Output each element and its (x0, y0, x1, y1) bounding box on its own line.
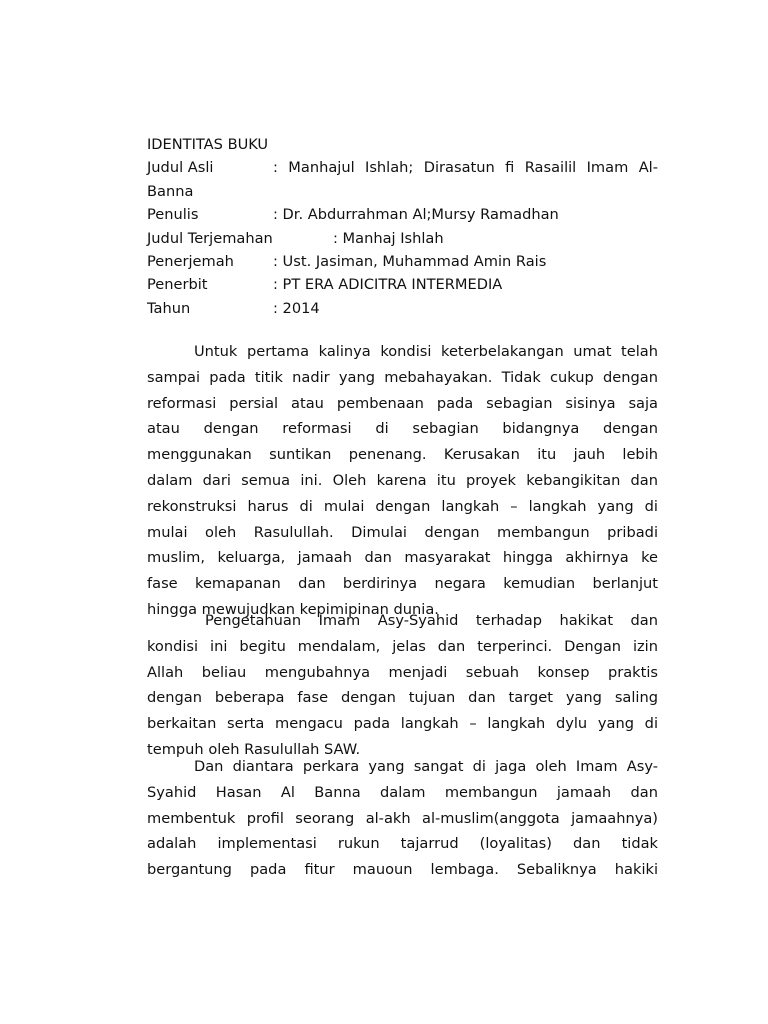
paragraph-line: sampai pada titik nadir yang mebahayakan. Tidak cukup dengan (147, 368, 658, 386)
paragraph-line: dengan beberapa fase dengan tujuan dan target yang saling (147, 689, 658, 707)
identity-value: : Ust. Jasiman, Muhammad Amin Rais (273, 252, 547, 270)
paragraph-line: Dan diantara perkara yang sangat di jaga oleh Imam Asy- (194, 758, 658, 775)
paragraph-line: adalah implementasi rukun tajarrud (loyalitas) dan tidak (147, 835, 658, 853)
paragraph-line: membentuk profil seorang al-akh al-muslim(anggota jamaahnya) (147, 809, 658, 827)
paragraph-1 (147, 339, 658, 623)
book-identity-table (147, 156, 658, 320)
identity-value: : 2014 (273, 299, 320, 317)
identity-label: Tahun (147, 299, 191, 317)
identity-value: : PT ERA ADICITRA INTERMEDIA (273, 276, 503, 294)
paragraph-line: muslim, keluarga, jamaah dan masyarakat hingga akhirnya ke (147, 549, 658, 567)
paragraph-line: menggunakan suntikan penenang. Kerusakan itu jauh lebih (147, 446, 658, 464)
identity-label: Judul Terjemahan (147, 229, 273, 247)
paragraph-line: kondisi ini begitu mendalam, jelas dan terperinci. Dengan izin (147, 637, 658, 655)
identity-label: Penerjemah (147, 252, 234, 270)
paragraph-line: Untuk pertama kalinya kondisi keterbelakangan umat telah (194, 343, 658, 360)
paragraph-line: atau dengan reformasi di sebagian bidangnya dengan (147, 420, 658, 438)
paragraph-line: fase kemapanan dan berdirinya negara kemudian berlanjut (147, 575, 658, 593)
identity-value: : Dr. Abdurrahman Al;Mursy Ramadhan (273, 206, 559, 224)
section-heading: IDENTITAS BUKU (147, 136, 269, 153)
identity-value: : Manhajul Ishlah; Dirasatun fi Rasailil Imam Al- (273, 159, 658, 177)
paragraph-line: Allah beliau mengubahnya menjadi sebuah konsep praktis (147, 663, 658, 681)
paragraph-2 (147, 608, 658, 763)
paragraph-line: dalam dari semua ini. Oleh karena itu proyek kebangikitan dan (147, 471, 658, 489)
identity-label: Judul Asli (147, 159, 214, 177)
paragraph-line: mulai oleh Rasulullah. Dimulai dengan membangun pribadi (147, 523, 658, 541)
paragraph-line: Syahid Hasan Al Banna dalam membangun jamaah dan (147, 783, 658, 801)
identity-label: Penulis (147, 206, 199, 224)
identity-row-judul-terjemahan (147, 227, 658, 250)
paragraph-line: rekonstruksi harus di mulai dengan langkah – langkah yang di (147, 497, 658, 515)
identity-value: : Manhaj Ishlah (333, 229, 444, 247)
paragraph-line: hingga mewujudkan kepimipinan dunia. (147, 600, 439, 618)
identity-label: Penerbit (147, 276, 208, 294)
paragraph-line: berkaitan serta mengacu pada langkah – langkah dylu yang di (147, 715, 658, 733)
identity-row-penerbit (147, 273, 658, 296)
paragraph-line: reformasi persial atau pembenaan pada sebagian sisinya saja (147, 394, 658, 412)
paragraph-3 (147, 754, 658, 883)
paragraph-line: bergantung pada fitur mauoun lembaga. Sebaliknya hakiki (147, 861, 658, 879)
identity-row-tahun (147, 297, 658, 320)
identity-value-continuation: Banna (147, 182, 194, 200)
paragraph-line: tempuh oleh Rasulullah SAW. (147, 740, 361, 758)
identity-row-penerjemah (147, 250, 658, 273)
paragraph-line: Pengetahuan Imam Asy-Syahid terhadap hakikat dan (205, 612, 658, 629)
identity-row-judul-asli (147, 156, 658, 203)
identity-row-penulis (147, 203, 658, 226)
